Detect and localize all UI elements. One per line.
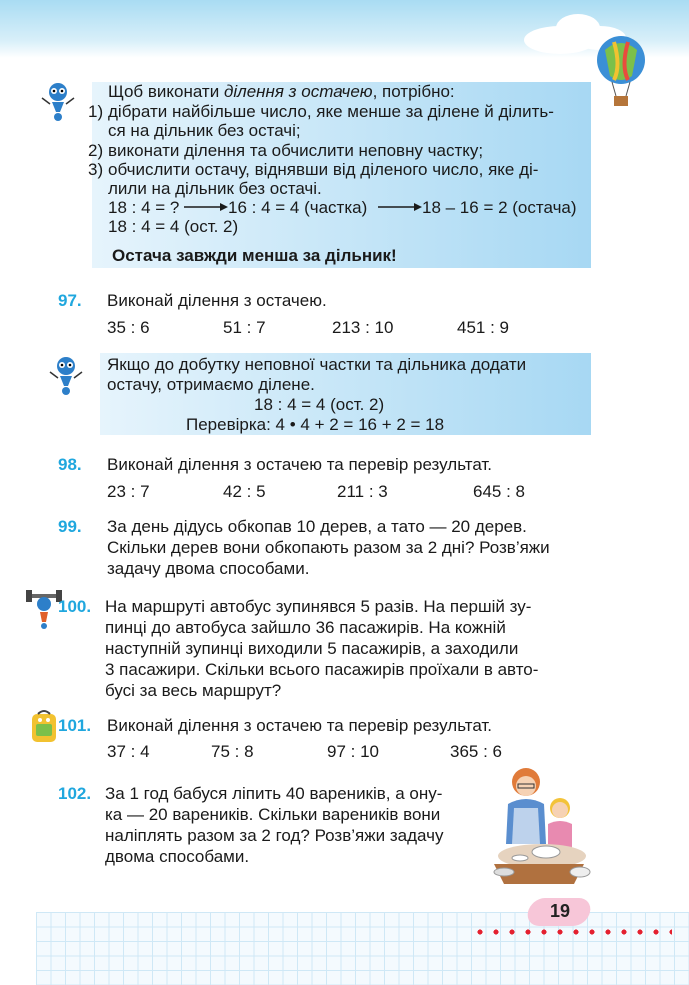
task-99-line-3: задачу двома способами. bbox=[107, 559, 310, 578]
footer-dots-decoration bbox=[472, 928, 672, 936]
rule2-line2: остачу, отримаємо ділене. bbox=[107, 375, 315, 394]
rule1-step3-line2: лили на дільник без остачі. bbox=[108, 179, 322, 198]
exclamation-mascot-icon bbox=[38, 82, 78, 122]
rule1-example-result: 18 : 4 = 4 (ост. 2) bbox=[108, 217, 239, 236]
task-102-line-4: двома способами. bbox=[105, 847, 250, 866]
rule2-line1: Якщо до добутку неповної частки та дільника додати bbox=[107, 355, 527, 374]
hot-air-balloon-icon bbox=[592, 36, 650, 108]
page-number: 19 bbox=[549, 901, 571, 921]
rule1-step2-line1: виконати ділення та обчислити неповну частку; bbox=[108, 141, 484, 160]
task-99-line-2: Скільки дерев вони обкопають разом за 2 дні? Розв’яжи bbox=[107, 538, 550, 557]
task-98-expr-2: 42 : 5 bbox=[223, 482, 266, 501]
task-101-expr-1: 37 : 4 bbox=[107, 742, 150, 761]
task-100-line-5: бусі за весь маршрут? bbox=[105, 681, 282, 700]
rule1-step3-line1: обчислити остачу, віднявши від діленого число, яке ді- bbox=[108, 160, 539, 179]
rule1-intro bbox=[108, 82, 455, 102]
dumbbell-mascot-icon bbox=[26, 590, 62, 630]
rule1-step2-num: 2) bbox=[88, 141, 104, 160]
task-97-expr-1: 35 : 6 bbox=[107, 318, 150, 337]
task-97-expr-2: 51 : 7 bbox=[223, 318, 266, 337]
rule1-intro-after: , потрібно: bbox=[372, 82, 455, 101]
rule1-intro-italic: ділення з остачею bbox=[223, 82, 373, 101]
rule1-step3-num: 3) bbox=[88, 160, 104, 179]
task-101-expr-4: 365 : 6 bbox=[450, 742, 502, 761]
task-101-expr-3: 97 : 10 bbox=[327, 742, 379, 761]
task-101-number: 101. bbox=[58, 716, 92, 735]
rule1-example-a: 18 : 4 = ? bbox=[108, 198, 180, 217]
grandmother-granddaughter-illustration bbox=[484, 764, 594, 890]
rule1-step1-num: 1) bbox=[88, 102, 104, 121]
task-98-expr-1: 23 : 7 bbox=[107, 482, 150, 501]
task-99-number: 99. bbox=[58, 517, 82, 536]
footer-grid-decoration bbox=[36, 912, 689, 985]
rule2-check: Перевірка: 4 • 4 + 2 = 16 + 2 = 18 bbox=[186, 415, 445, 434]
rule1-example-b: 16 : 4 = 4 (частка) bbox=[228, 198, 368, 217]
task-99-line-1: За день дідусь обкопав 10 дерев, а тато — 20 дерев. bbox=[107, 517, 527, 536]
task-101-text: Виконай ділення з остачею та перевір результат. bbox=[107, 716, 493, 735]
exclamation-mascot-icon bbox=[46, 356, 86, 396]
arrow-right-icon bbox=[184, 201, 228, 213]
rule1-step1-line2: ся на дільник без остачі; bbox=[108, 121, 301, 140]
task-98-number: 98. bbox=[58, 455, 82, 474]
task-97-number: 97. bbox=[58, 291, 82, 310]
task-100-line-2: пинці до автобуса зайшло 36 пасажирів. На кожній bbox=[105, 618, 506, 637]
task-102-line-3: наліплять разом за 2 год? Розв’яжи задачу bbox=[105, 826, 444, 845]
backpack-mascot-icon bbox=[26, 708, 62, 744]
arrow-right-icon bbox=[378, 201, 422, 213]
rule2-example: 18 : 4 = 4 (ост. 2) bbox=[254, 395, 385, 414]
rule1-step1-line1: дібрати найбільше число, яке менше за ділене й ділить- bbox=[108, 102, 554, 121]
task-102-line-2: ка — 20 вареників. Скільки вареників вони bbox=[105, 805, 441, 824]
task-101-expr-2: 75 : 8 bbox=[211, 742, 254, 761]
task-98-text: Виконай ділення з остачею та перевір результат. bbox=[107, 455, 493, 474]
task-100-line-1: На маршруті автобус зупинявся 5 разів. На першій зу- bbox=[105, 597, 532, 616]
task-98-expr-3: 211 : 3 bbox=[337, 482, 388, 501]
task-100-line-4: 3 пасажири. Скільки всього пасажирів проїхали в авто- bbox=[105, 660, 539, 679]
task-97-text: Виконай ділення з остачею. bbox=[107, 291, 327, 310]
task-100-number: 100. bbox=[58, 597, 92, 616]
task-98-expr-4: 645 : 8 bbox=[473, 482, 525, 501]
rule1-example-c: 18 – 16 = 2 (остача) bbox=[422, 198, 577, 217]
rule1-emphasis: Остача завжди менша за дільник! bbox=[112, 246, 397, 265]
task-97-expr-3: 213 : 10 bbox=[332, 318, 394, 337]
task-97-expr-4: 451 : 9 bbox=[457, 318, 509, 337]
rule1-intro-before: Щоб виконати bbox=[108, 82, 224, 101]
task-100-line-3: наступній зупинці виходили 5 пасажирів, а заходили bbox=[105, 639, 519, 658]
task-102-line-1: За 1 год бабуся ліпить 40 вареників, а ону- bbox=[105, 784, 443, 803]
task-102-number: 102. bbox=[58, 784, 92, 803]
